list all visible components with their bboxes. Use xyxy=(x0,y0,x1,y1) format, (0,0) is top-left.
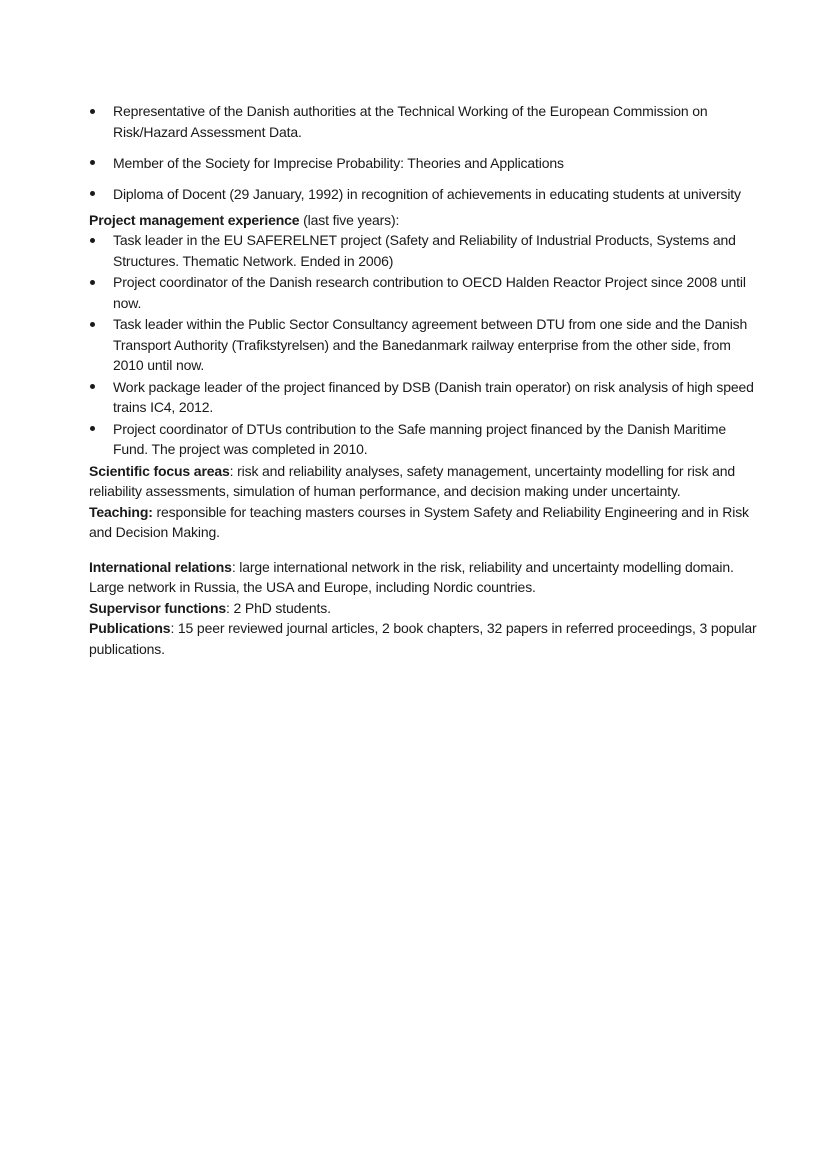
page-content xyxy=(89,101,757,659)
list-item: Member of the Society for Imprecise Probability: Theories and Applications xyxy=(89,153,757,174)
section-label: Project management experience xyxy=(89,211,300,228)
list-item: Project coordinator of DTUs contribution to the Safe manning project financed by the Danish Maritime Fund. The project was completed in 2010. xyxy=(89,419,757,460)
list-item: Project coordinator of the Danish research contribution to OECD Halden Reactor Project since 2008 until now. xyxy=(89,272,757,313)
section-label: International relations xyxy=(89,558,232,575)
section-label: Supervisor functions xyxy=(89,599,227,616)
project-management-list xyxy=(89,230,757,460)
list-item: Diploma of Docent (29 January, 1992) in recognition of achievements in educating students at university xyxy=(89,184,757,205)
section-label: Publications xyxy=(89,620,171,636)
section-text: : large international network in the risk, reliability and uncertainty modelling domain. Large network in Russia, the USA and Europe, including Nordic countries. xyxy=(89,558,734,595)
list-item: Work package leader of the project financed by DSB (Danish train operator) on risk analysis of high speed trains IC4, 2012. xyxy=(89,377,757,418)
section-text: : 2 PhD students. xyxy=(226,599,331,616)
international-relations-paragraph xyxy=(89,557,757,598)
list-item: Task leader within the Public Sector Consultancy agreement between DTU from one side and the Danish Transport Authority (Trafikstyrelsen) and the Banedanmark railway enterprise from the other side, from 2010 until now. xyxy=(89,314,757,376)
section-label: Scientific focus areas xyxy=(89,462,230,479)
section-text: responsible for teaching masters courses in System Safety and Reliability Engineering and in Risk and Decision Making. xyxy=(89,503,749,540)
list-item: Task leader in the EU SAFERELNET project (Safety and Reliability of Industrial Products, Systems and Structures. Thematic Network. Ended in 2006) xyxy=(89,230,757,271)
scientific-focus-paragraph xyxy=(89,461,757,502)
credentials-list xyxy=(89,101,757,204)
teaching-paragraph xyxy=(89,502,757,543)
project-management-heading xyxy=(89,210,757,231)
section-label: Teaching: xyxy=(89,503,153,520)
list-item: Representative of the Danish authorities at the Technical Working of the European Commission on Risk/Hazard Assessment Data. xyxy=(89,101,757,142)
section-suffix: (last five years): xyxy=(299,211,400,228)
section-text: : 15 peer reviewed journal articles, 2 book chapters, 32 papers in referred proceedings, 3 popular publications. xyxy=(89,620,757,657)
supervisor-functions-paragraph xyxy=(89,598,757,619)
publications-paragraph xyxy=(89,618,757,659)
section-text: : risk and reliability analyses, safety management, uncertainty modelling for risk and reliability assessments, simulation of human performance, and decision making under uncertainty. xyxy=(89,462,736,499)
